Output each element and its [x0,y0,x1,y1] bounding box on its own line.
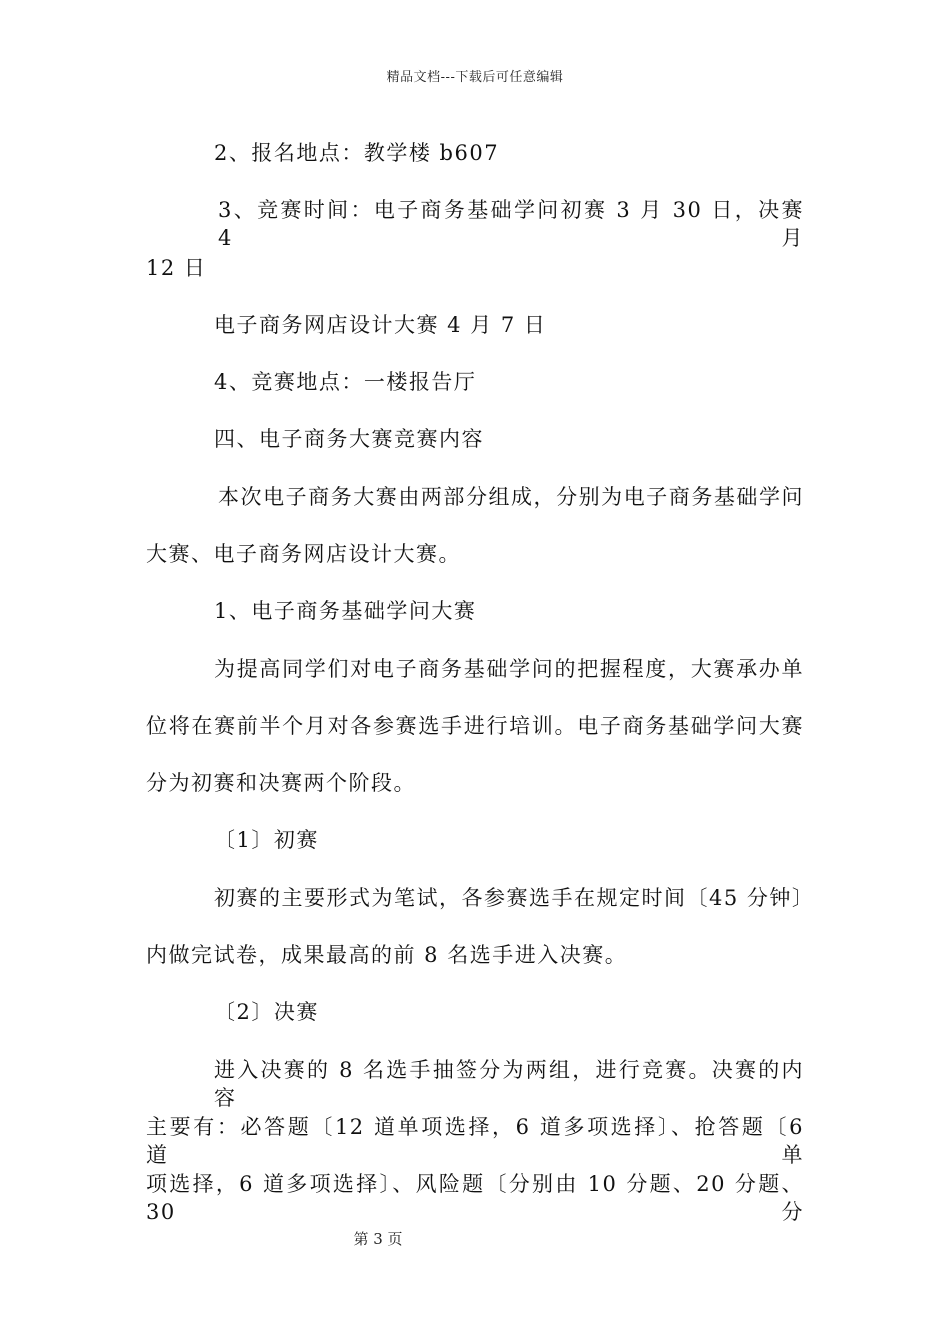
text-line: 分为初赛和决赛两个阶段。 [146,771,416,795]
text-line: 位将在赛前半个月对各参赛选手进行培训。电子商务基础学问大赛 [146,714,804,738]
text-line: 12 日 [146,256,207,280]
page-header: 精品文档---下载后可任意编辑 [386,70,564,85]
text-line: 大赛、电子商务网店设计大赛。 [146,542,461,566]
text-line: 初赛的主要形式为笔试，各参赛选手在规定时间〔45 分钟〕 [214,886,815,910]
section-heading: 四、电子商务大赛竞赛内容 [214,427,484,451]
subsection-heading: 1、电子商务基础学问大赛 [214,599,477,623]
subsection-heading: 〔2〕决赛 [214,1000,319,1024]
text-line: 进入决赛的 8 名选手抽签分为两组，进行竞赛。决赛的内容 [214,1058,804,1110]
text-line: 电子商务网店设计大赛 4 月 7 日 [214,313,547,337]
text-line: 3、竞赛时间：电子商务基础学问初赛 3 月 30 日，决赛 4 月 [218,198,804,250]
text-line: 本次电子商务大赛由两部分组成，分别为电子商务基础学问 [218,485,804,509]
page-number: 第 3 页 [353,1230,403,1248]
text-line: 主要有：必答题〔12 道单项选择，6 道多项选择〕、抢答题〔6 道单 [146,1115,804,1167]
text-line: 项选择，6 道多项选择〕、风险题〔分别由 10 分题、20 分题、30 分 [146,1172,804,1224]
text-line: 4、竞赛地点：一楼报告厅 [214,370,477,394]
text-line: 内做完试卷，成果最高的前 8 名选手进入决赛。 [146,943,628,967]
subsection-heading: 〔1〕初赛 [214,828,319,852]
text-line: 为提高同学们对电子商务基础学问的把握程度，大赛承办单 [214,657,804,681]
text-line: 2、报名地点：教学楼 b607 [214,141,500,165]
